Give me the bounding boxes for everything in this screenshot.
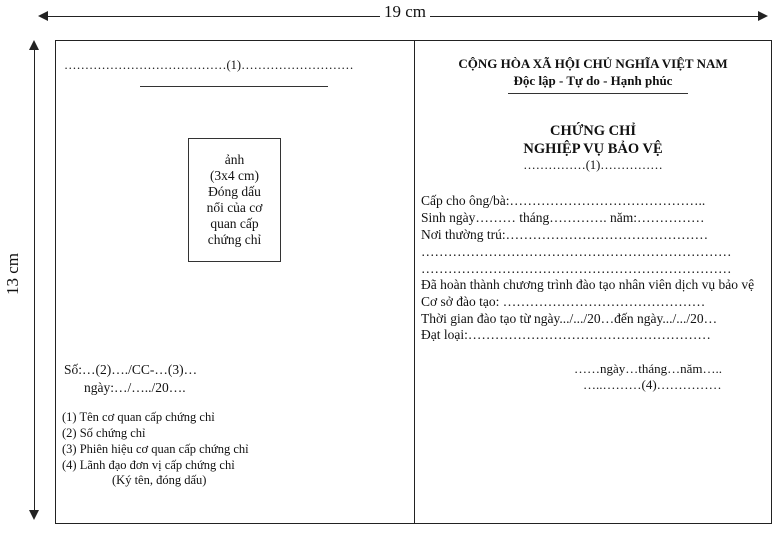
footnote-item: (1) Tên cơ quan cấp chứng chỉ [62,410,215,424]
photo-caption-line: quan cấp [210,216,259,231]
certificate-subtitle: NGHIỆP VỤ BẢO VỆ [523,141,663,157]
national-motto: Độc lập - Tự do - Hạnh phúc [513,73,673,88]
fold-divider [414,40,415,524]
national-title: CỘNG HÒA XÃ HỘI CHỦ NGHĨA VIỆT NAM [458,56,728,71]
arrow-down-icon [29,510,39,520]
form-line: Nơi thường trú:……………………………………… [421,227,709,242]
form-line: Cấp cho ông/bà:…………………………………….. [421,193,706,208]
width-dimension-label: 19 cm [380,2,430,22]
place-date-line: ……ngày…tháng…năm….. [574,361,723,376]
arrow-left-icon [38,11,48,21]
form-line: …………………………………………………………… [421,244,732,259]
form-line: …………………………………………………………… [421,261,732,276]
photo-caption-line: Đóng dấu [208,184,261,199]
sign-note: (Ký tên, đóng dấu) [112,473,207,487]
issue-date-line: ngày:…/…../20…. [84,380,186,395]
issuer-placeholder: ……………(1)…………… [523,158,663,172]
arrow-up-icon [29,40,39,50]
certificate-number-line: Số:…(2)…./CC-…(3)… [64,362,198,377]
motto-underline [508,93,688,94]
arrow-right-icon [758,11,768,21]
photo-caption-line: nổi của cơ [206,200,263,215]
form-line: Đạt loại:……………………………………………… [421,327,711,342]
form-line: Sinh ngày……… tháng…………. năm:…………… [421,210,705,225]
signature-line: …..………(4)…………… [583,377,722,392]
photo-caption [207,152,263,248]
photo-placeholder [188,138,281,262]
photo-caption-line: ảnh [224,152,245,167]
form-line: Cơ sở đào tạo: ……………………………………… [421,294,706,309]
footnote-item: (3) Phiên hiệu cơ quan cấp chứng chỉ [62,442,249,456]
issuing-agency-line: …………………………………(1)……………………… [64,58,354,72]
height-dimension-line [34,48,35,512]
form-line: Đã hoàn thành chương trình đào tạo nhân viên dịch vụ bảo vệ [421,277,755,292]
photo-caption-line: (3x4 cm) [209,168,260,183]
form-line: Thời gian đào tạo từ ngày.../.../20…đến ngày.../.../20… [421,311,718,326]
footnote-item: (4) Lãnh đạo đơn vị cấp chứng chỉ [62,458,235,472]
photo-caption-line: chứng chỉ [207,232,262,247]
footnote-item: (2) Số chứng chỉ [62,426,146,440]
certificate-title: CHỨNG CHỈ [549,123,637,139]
header-underline [140,86,328,87]
height-dimension-label: 13 cm [3,252,23,296]
